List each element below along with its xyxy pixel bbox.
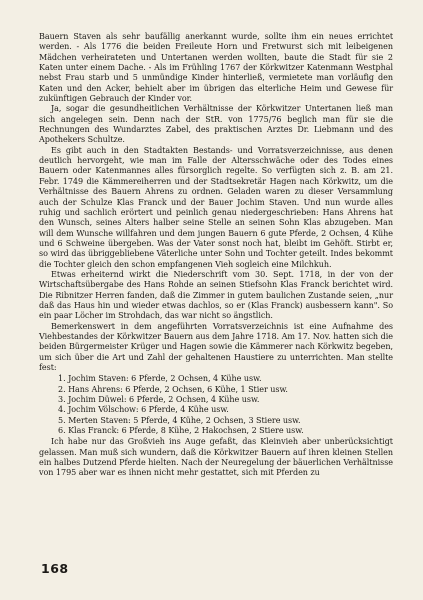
body-text	[39, 32, 393, 479]
page-number: 168	[41, 561, 69, 576]
list-item: 5. Merten Staven: 5 Pferde, 4 Kühe, 2 Ochsen, 3 Stiere usw.	[58, 415, 301, 425]
list-item: 1. Jochim Staven: 6 Pferde, 2 Ochsen, 4 Kühe usw.	[58, 374, 262, 384]
list-item: 2. Hans Ahrens: 6 Pferde, 2 Ochsen, 6 Kühe, 1 Stier usw.	[58, 384, 288, 394]
list-item: 4. Jochim Völschow: 6 Pferde, 4 Kühe usw.	[58, 405, 229, 415]
list-item: 3. Jochim Düwel: 6 Pferde, 2 Ochsen, 4 Kühe usw.	[58, 395, 260, 405]
paragraph-5: Bemerkenswert in dem angeführten Vorratsverzeichnis ist eine Aufnahme des Viehbestandes der Körkwitzer Bauern aus dem Jahre 1718. Am 17. Nov. hatten sich die beiden Bürgermeister Krüger und Hagen sowie die Kämmerer nach Körkwitz begeben, um sich über die Art und Zahl der gehaltenen Haustiere zu unterrichten. Man stellte fest:	[39, 321, 393, 372]
paragraph-1: Bauern Staven als sehr baufällig anerkannt wurde, sollte ihm ein neues errichtet werden. - Als 1776 die beiden Freileute Horn und Fretwurst sich mit leibeigenen Mädchen verheirateten und Untertanen werden wollten, baute die Stadt für sie 2 Katen unter einem Dache. - Als im Frühling 1767 der Körkwitzer Katenmann Westphal nebst Frau starb und 5 unmündige Kinder hinterließ, vermietete man vorläufig den Katen und den Acker, behielt aber im übrigen das elterliche Heim und Gewese für zukünftigen Gebrauch der Kinder vor.	[39, 32, 393, 104]
closing-paragraph: Ich habe nur das Großvieh ins Auge gefaßt, das Kleinvieh aber unberücksichtigt gelassen. Man muß sich wundern, daß die Körkwitzer Bauern auf ihren kleinen Stellen ein halbes Dutzend Pferde hielten. Nach der Neuregelung der bäuerlichen Verhältnisse von 1795 aber war es ihnen nicht mehr gestattet, sich mit Pferden zu	[39, 437, 393, 478]
paragraph-4: Etwas erheiternd wirkt die Niederschrift vom 30. Sept. 1718, in der von der Wirtschaftsübergabe des Hans Rohde an seinen Stiefsohn Klas Franck berichtet wird. Die Ribnitzer Herren fanden, daß die Zimmer in gutem baulichen Zustande seien, „nur daß das Haus hin und wieder etwas dachlos, so er (Klas Franck) ausbessern kann". So ein paar Löcher im Strohdach, das war nicht so ängstlich.	[39, 269, 393, 321]
list-item: 6. Klas Franck: 6 Pferde, 8 Kühe, 2 Hakochsen, 2 Stiere usw.	[58, 426, 304, 436]
paragraph-3: Es gibt auch in den Stadtakten Bestands- und Vorratsverzeichnisse, aus denen deutlich hervorgeht, wie man im Falle der Altersschwäche oder des Todes eines Bauern oder Katenmannes alles fürsorglich regelte. So verfügten sich z. B. am 21. Febr. 1749 die Kämmereiherren und der Stadtsekretär Hagen nach Körkwitz, um die Verhältnisse des Bauern Ahrens zu ordnen. Geladen waren zu dieser Versammlung auch der Schulze Klas Franck und der Bauer Jochim Staven. Und nun wurde alles ruhig und sachlich erörtert und peinlich genau niedergeschrieben: Hans Ahrens hat den Wunsch, seines Alters halber seine Stelle an seinen Sohn Klas abzugeben. Man will dem Wunsche willfahren und dem jungen Bauern 6 gute Pferde, 2 Ochsen, 4 Kühe und 6 Schweine übergeben. Was der Vater sonst noch hat, bleibt im Gehöft. Stirbt er, so wird das übriggebliebene Väterliche unter Sohn und Tochter geteilt. Indes bekommt die Tochter gleich den schon empfangenen Vieh sogleich eine Milchkuh.	[39, 145, 393, 269]
livestock-list	[39, 374, 393, 436]
paragraph-2: Ja, sogar die gesundheitlichen Verhältnisse der Körkwitzer Untertanen ließ man sich angelegen sein. Denn nach der StR. von 1775/76 beglich man für sie die Rechnungen des Wundarztes Zabel, des praktischen Arztes Dr. Liebmann und des Apothekers Schultze.	[39, 104, 393, 145]
